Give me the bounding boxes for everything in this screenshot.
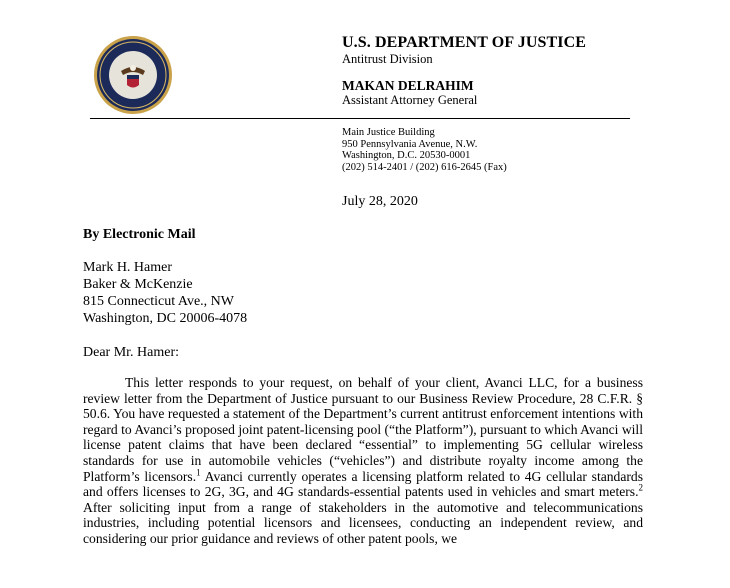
salutation: Dear Mr. Hamer:: [83, 345, 180, 360]
recipient-address: [83, 259, 247, 327]
recipient-city: Washington, DC 20006-4078: [83, 311, 248, 326]
body-text-segment: This letter responds to your request, on behalf of your client, Avanci LLC, for a business review letter from the Department of Justice pursuant to our Business Review Procedure, 28 C.F.R. § 50.6. You have requested a statement of the Department’s current antitrust enforcement intentions with regard to Avanci’s proposed joint patent-licensing pool (“the Platform”), pursuant to which Avanci will license patent claims that have been declared “essential” to implementing 5G cellular wireless standards for use in automobile vehicles (“vehicles”) and distribute royalty income among the Platform’s licensors.: [83, 375, 643, 484]
delivery-method: By Electronic Mail: [83, 227, 196, 242]
body-paragraph: [83, 375, 643, 547]
letter-date: July 28, 2020: [342, 194, 418, 209]
recipient-name: Mark H. Hamer: [83, 260, 173, 275]
address-line: Main Justice Building: [342, 127, 435, 138]
division-name: Antitrust Division: [342, 52, 433, 66]
body-text-segment: Avanci currently operates a licensing platform related to 4G cellular standards and offers licenses to 2G, 3G, and 4G standards-essential patents used in vehicles and smart meters.: [83, 468, 643, 500]
letterhead: [342, 34, 586, 107]
letter-body: [83, 375, 643, 547]
office-address: [342, 127, 507, 173]
doj-seal-icon: [93, 35, 173, 115]
footnote-ref-2[interactable]: 2: [638, 482, 643, 493]
phone-fax-line: (202) 514-2401 / (202) 616-2645 (Fax): [342, 161, 507, 173]
official-name: MAKAN DELRAHIM: [342, 78, 474, 93]
address-line: Washington, D.C. 20530-0001: [342, 150, 471, 161]
recipient-firm: Baker & McKenzie: [83, 277, 193, 292]
recipient-street: 815 Connecticut Ave., NW: [83, 294, 234, 309]
official-title: Assistant Attorney General: [342, 93, 478, 107]
body-text-segment: After soliciting input from a range of stakeholders in the automotive and telecommunications industries, including potential licensors and licensees, conducting an independent review, and considering our prior guidance and reviews of other patent pools, we: [83, 499, 643, 546]
address-line: 950 Pennsylvania Avenue, N.W.: [342, 138, 478, 150]
footnote-ref-1[interactable]: 1: [196, 467, 201, 478]
department-name: U.S. DEPARTMENT OF JUSTICE: [342, 34, 586, 51]
letterhead-divider: [90, 118, 630, 119]
